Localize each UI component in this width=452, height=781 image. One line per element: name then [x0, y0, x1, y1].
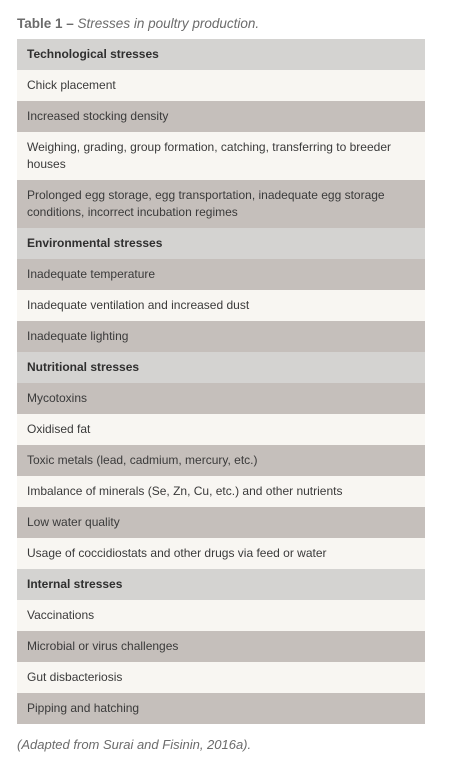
- table-row: Pipping and hatching: [17, 693, 425, 724]
- section-header-nutritional: Nutritional stresses: [17, 352, 425, 383]
- table-source-note: (Adapted from Surai and Fisinin, 2016a).: [17, 737, 252, 752]
- table-caption: [17, 15, 437, 33]
- table-row: Inadequate ventilation and increased dust: [17, 290, 425, 321]
- table-row: Increased stocking density: [17, 101, 425, 132]
- table-row: Inadequate temperature: [17, 259, 425, 290]
- section-header-environmental: Environmental stresses: [17, 228, 425, 259]
- table-row: Inadequate lighting: [17, 321, 425, 352]
- section-header-internal: Internal stresses: [17, 569, 425, 600]
- table-row: Mycotoxins: [17, 383, 425, 414]
- table-row: Gut disbacteriosis: [17, 662, 425, 693]
- table-row: Microbial or virus challenges: [17, 631, 425, 662]
- stresses-table: [17, 39, 425, 724]
- table-row: Imbalance of minerals (Se, Zn, Cu, etc.) and other nutrients: [17, 476, 425, 507]
- table-row: Oxidised fat: [17, 414, 425, 445]
- table-caption-text: Stresses in poultry production.: [77, 16, 260, 31]
- section-header-technological: Technological stresses: [17, 39, 425, 70]
- table-row: Chick placement: [17, 70, 425, 101]
- table-row: Usage of coccidiostats and other drugs via feed or water: [17, 538, 425, 569]
- table-row: Vaccinations: [17, 600, 425, 631]
- table-row: Low water quality: [17, 507, 425, 538]
- table-caption-label: Table 1: [17, 16, 63, 31]
- table-row: Weighing, grading, group formation, catching, transferring to breeder houses: [17, 132, 425, 180]
- table-row: Prolonged egg storage, egg transportation, inadequate egg storage conditions, incorrect incubation regimes: [17, 180, 425, 228]
- table-row: Toxic metals (lead, cadmium, mercury, etc.): [17, 445, 425, 476]
- table-caption-separator: –: [62, 16, 78, 31]
